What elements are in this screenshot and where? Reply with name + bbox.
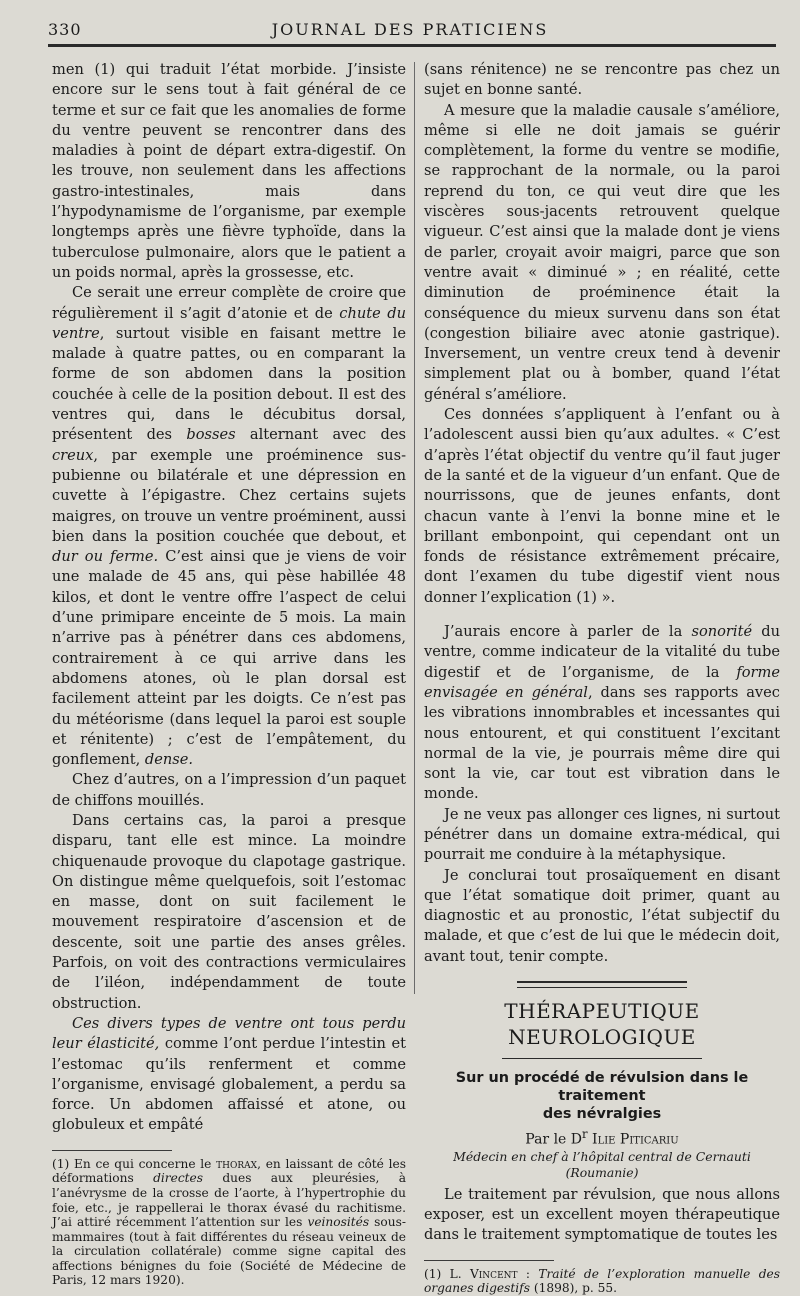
- small-caps: thorax: [216, 1156, 258, 1171]
- right-column: [424, 60, 780, 1296]
- section-separator: [517, 981, 687, 988]
- text-run: , dans ses rapports avec les vibrations innombrables et incessantes qui nous entourent, et qui constituent l’excitant normal de la vie, je pourrais même dire qui sont la vie, car tout est vibration dans le monde.: [424, 683, 780, 803]
- emphasis: Ces divers types de ventre ont tous perdu leur élasticité,: [52, 1014, 406, 1053]
- text-run: dues aux pleurésies, à l’anévrysme de la crosse de l’aorte, à l’hypertrophie du foie, etc., je rappellerai le thorax évasé du rachitisme. J’ai attiré récemment l’attention sur les: [52, 1171, 406, 1230]
- journal-title: JOURNAL DES PRATICIENS: [271, 20, 549, 39]
- emphasis: sonorité: [691, 623, 753, 641]
- emphasis: veinosités: [307, 1215, 370, 1230]
- paragraph: Le traitement par révulsion, que nous allons exposer, est un excellent moyen thérapeutique dans le traitement symptomatique de toutes les: [424, 1185, 780, 1244]
- text-run: comme l’ont perdue l’intestin et l’estomac qu’ils renferment et comme l’organisme, envisagé globalement, a perdu sa force. Un abdomen affaissé et atone, ou globuleux et empâté: [52, 1035, 406, 1134]
- text-run: Ce serait une erreur complète de croire que régulièrement il s’agit d’atonie et de: [52, 284, 406, 322]
- emphasis: creux: [52, 446, 94, 464]
- article-title-line: Sur un procédé de révulsion dans le traitement: [455, 1070, 749, 1105]
- byline-sup: r: [582, 1127, 588, 1142]
- footnote: [424, 1267, 780, 1296]
- paragraph: [52, 1014, 406, 1136]
- emphasis: directes: [153, 1171, 204, 1186]
- text-run: :: [517, 1266, 539, 1281]
- section-title: THÉRAPEUTIQUE NEUROLOGIQUE: [504, 999, 700, 1050]
- running-header: [48, 18, 772, 44]
- text-run: sous-mammaires (tout à fait différentes du réseau veineux de la circulation collatérale) comme signe capital des affections bénignes du foie (Société de Médecine de Paris, 12 mars 1920).: [52, 1215, 406, 1288]
- paragraph: men (1) qui traduit l’état morbide. J’insiste encore sur le sens tout à fait général de ce terme et sur ce fait que les anomalies de forme du ventre peuvent se rencontrer dans des maladies à point de départ extra-digestif. On les trouve, non seulement dans les affections gastro-intestinales, mais dans l’hypodynamisme de l’organisme, par exemple longtemps après une fièvre typhoïde, dans la tuberculose pulmonaire, alors que le patient a un poids normal, après la grossesse, etc.: [52, 61, 406, 281]
- footnote-rule: [52, 1150, 172, 1151]
- text-run: , par exemple une proéminence sus-pubienne ou bilatérale et une dépression en cuvette à l’épigastre. Chez certains sujets maigres, on trouve un ventre proéminent, aussi bien dans la position couchée que debout, et: [52, 446, 406, 545]
- left-column: [52, 60, 406, 1288]
- header-rule: [48, 44, 776, 47]
- paragraph: Je ne veux pas allonger ces lignes, ni surtout pénétrer dans un domaine extra-médical, qui pourrait me conduire à la métaphysique.: [424, 805, 780, 864]
- column-divider: [414, 62, 415, 994]
- paragraph: Ces données s’appliquent à l’enfant ou à l’adolescent aussi bien qu’aux adultes. « C’est d’après l’état objectif du ventre qu’il faut juger de la santé et de la vigueur d’un enfant. Que de nourrissons, que de jeunes enfants, dont chacun vante à l’envi la bonne mine et le brillant embonpoint, qui cependant ont un fonds de résistance extrêmement précaire, dont l’examen du tube digestif vient nous donner l’explication (1) ».: [424, 406, 780, 606]
- emphasis: dur ou ferme.: [52, 548, 159, 566]
- article-title: [424, 1069, 780, 1123]
- paragraph: [52, 283, 406, 770]
- author-name: Ilie Piticariu: [592, 1131, 679, 1148]
- title-rule: [502, 1058, 702, 1059]
- emphasis: bosses: [186, 426, 236, 444]
- footnote-rule: [424, 1260, 554, 1261]
- footnote: [52, 1157, 406, 1288]
- small-caps: L. Vincent: [449, 1266, 518, 1281]
- text-run: (1898), p. 55.: [529, 1281, 618, 1296]
- paragraph: (sans rénitence) ne se rencontre pas chez un sujet en bonne santé.: [424, 61, 780, 99]
- paragraph: [424, 622, 780, 805]
- paragraph: A mesure que la maladie causale s’améliore, même si elle ne doit jamais se guérir complètement, la forme du ventre se modifie, se rapprochant de la normale, ou la paroi reprend du ton, ce qui veut dire que les viscères sous-jacents retrouvent quelque vigueur. C’est ainsi que la malade dont je viens de parler, croyait avoir maigri, parce que son ventre avait « diminué » ; en réalité, cette diminution de proéminence était la conséquence du mieux survenu dans son état (congestion biliaire avec atonie gastrique). Inversement, un ventre creux tend à devenir simplement plat ou à bomber, quand l’état général s’améliore.: [424, 101, 780, 403]
- text-run: , en laissant de côté les déformations: [52, 1156, 407, 1186]
- text-run: (1): [424, 1266, 450, 1281]
- emphasis: chute du ventre: [52, 304, 406, 342]
- page-number: 330: [48, 20, 82, 39]
- text-run: J’aurais encore à parler de la: [444, 623, 683, 641]
- emphasis: forme envisagée en général: [424, 663, 780, 701]
- text-run: , surtout visible en faisant mettre le malade à quatre pattes, ou en comparant la forme de son abdomen dans la position couchée à celle de la position debout. Il est des ventres qui, dans le décubitus dorsal, présentent des: [52, 324, 406, 444]
- emphasis: dense.: [144, 751, 194, 769]
- text-run: du ventre, comme indicateur de la vitalité du tube digestif et de l’organisme, de la: [424, 623, 780, 681]
- emphasis: Traité de l’exploration manuelle des organes digestifs: [424, 1266, 780, 1296]
- paragraph: Je conclurai tout prosaïquement en disant que l’état somatique doit primer, quant au diagnostic et au pronostic, l’état subjectif du malade, et que c’est de lui que le médecin doit, avant tout, tenir compte.: [424, 866, 780, 965]
- paragraph: Chez d’autres, on a l’impression d’un paquet de chiffons mouillés.: [52, 771, 406, 809]
- byline-prefix: Par le D: [525, 1131, 583, 1148]
- article-title-line: des névralgies: [542, 1106, 662, 1123]
- byline: [424, 1125, 780, 1149]
- paragraph: Dans certains cas, la paroi a presque disparu, tant elle est mince. La moindre chiquenaude provoque du clapotage gastrique. On distingue même quelquefois, soit l’estomac en masse, dont on suit facilement le mouvement respiratoire d’ascension et de descente, soit une partie des anses grêles. Parfois, on voit des contractions vermiculaires de l’iléon, indépendamment de toute obstruction.: [52, 811, 406, 1012]
- text-run: C’est ainsi que je viens de voir une malade de 45 ans, qui pèse habillée 48 kilos, et dont le ventre offre l’aspect de celui d’une primipare enceinte de 5 mois. La main n’arrive pas à pénétrer dans ces abdomens, contrairement à ce qui arrive dans les abdomens atones, où le plan dorsal est facilement atteint par les doigts. Ce n’est pas du météorisme (dans lequel la paroi est souple et rénitente) ; c’est de l’empâtement, du gonflement,: [52, 548, 406, 769]
- text-run: alternant avec des: [235, 426, 407, 444]
- author-affiliation: Médecin en chef à l’hôpital central de Cernauti (Roumanie): [453, 1148, 751, 1180]
- text-run: (1) En ce qui concerne le: [52, 1156, 217, 1171]
